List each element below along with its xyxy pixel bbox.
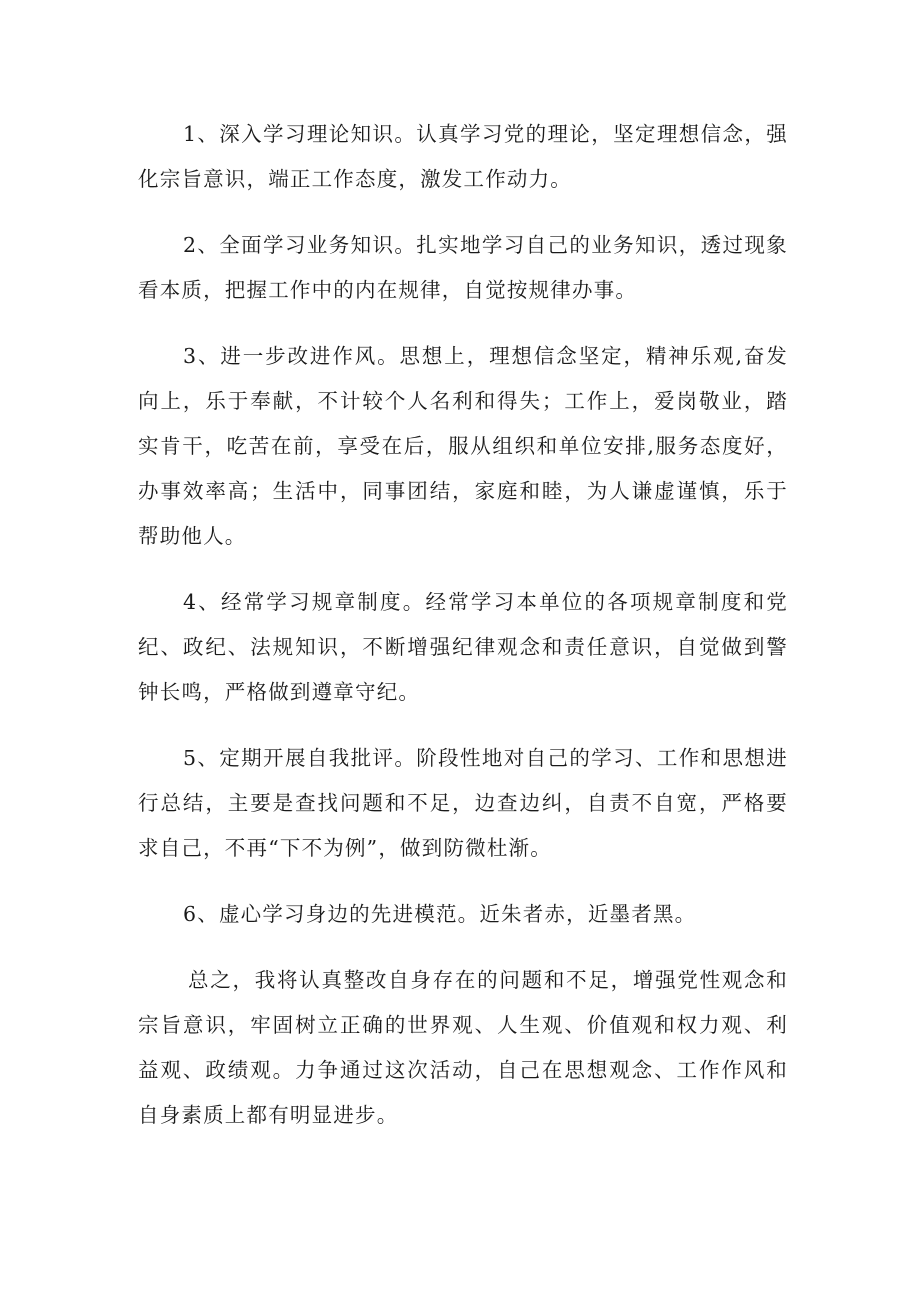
paragraph-item-3: 3、进一步改进作风。思想上，理想信念坚定，精神乐观,奋发向上，乐于奉献，不计较个人名利和得失；工作上，爱岗敬业，踏实肯干，吃苦在前，享受在后，服从组织和单位安排,服务态度好，办事效率高；生活中，同事团结，家庭和睦，为人谦虚谨慎，乐于帮助他人。 (138, 344, 788, 548)
paragraph-item-1: 1、深入学习理论知识。认真学习党的理论，坚定理想信念，强化宗旨意识，端正工作态度，激发工作动力。 (138, 122, 788, 191)
paragraph-summary: 总之，我将认真整改自身存在的问题和不足，增强党性观念和宗旨意识，牢固树立正确的世界观、人生观、价值观和权力观、利益观、政绩观。力争通过这次活动，自己在思想观念、工作作风和自身素质上都有明显进步。 (138, 968, 788, 1127)
paragraph-item-2: 2、全面学习业务知识。扎实地学习自己的业务知识，透过现象看本质，把握工作中的内在规律，自觉按规律办事。 (138, 233, 788, 302)
paragraph-item-4: 4、经常学习规章制度。经常学习本单位的各项规章制度和党纪、政纪、法规知识，不断增强纪律观念和责任意识，自觉做到警钟长鸣，严格做到遵章守纪。 (138, 590, 788, 704)
paragraph-item-5: 5、定期开展自我批评。阶段性地对自己的学习、工作和思想进行总结，主要是查找问题和不足，边查边纠，自责不自宽，严格要求自己，不再“下不为例”，做到防微杜渐。 (138, 746, 788, 860)
document-body (138, 112, 788, 1159)
paragraph-item-6: 6、虚心学习身边的先进模范。近朱者赤，近墨者黑。 (183, 902, 697, 926)
